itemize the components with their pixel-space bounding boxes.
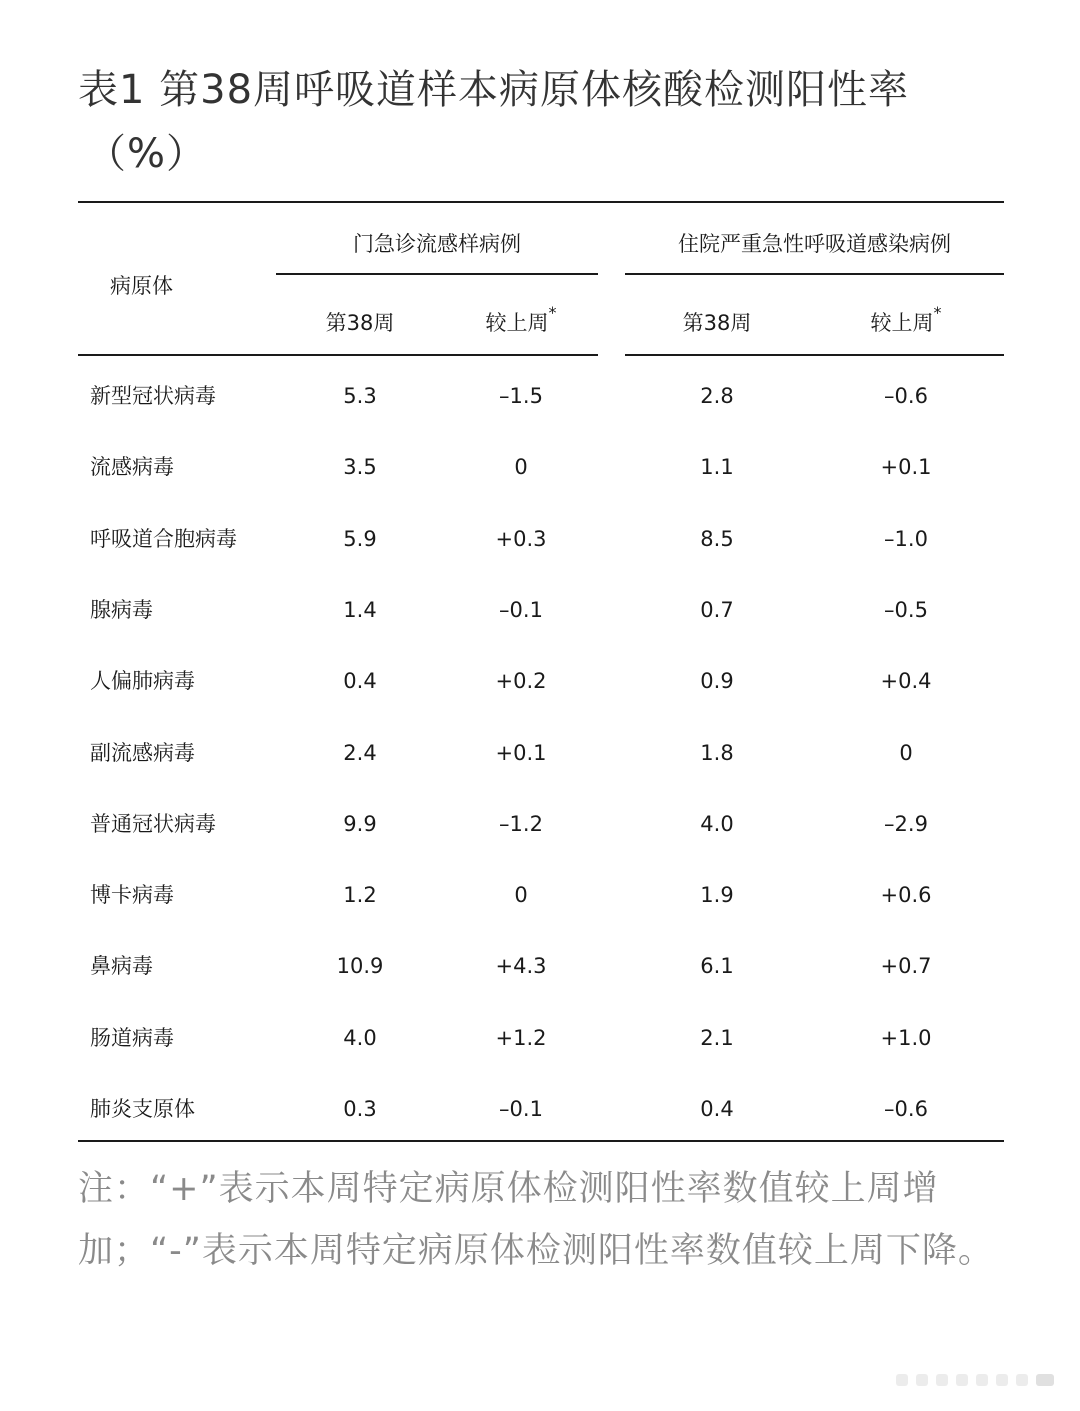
header-bottom-rule-left (78, 354, 598, 356)
cell-sari-change: +1.0 (880, 1025, 932, 1050)
table-row (0, 504, 1080, 575)
cell-sari-week: 1.9 (700, 883, 734, 908)
table-row (0, 860, 1080, 931)
cell-sari-week: 0.9 (700, 669, 734, 694)
cell-name: 肺炎支原体 (90, 1097, 195, 1121)
cell-sari-change: –0.6 (884, 384, 928, 408)
header-sari-change-mark: * (933, 303, 942, 322)
cell-sari-change: –2.9 (884, 811, 928, 836)
header-ili-change (441, 303, 601, 337)
cell-sari-change: +0.4 (880, 669, 932, 694)
cell-sari-week: 2.8 (700, 384, 734, 408)
cell-sari-week: 6.1 (700, 954, 734, 979)
header-sari-week-label: 第38周 (682, 311, 752, 335)
cell-ili-change: –1.5 (499, 384, 543, 408)
cell-sari-week: 2.1 (700, 1025, 734, 1050)
cell-ili-change: +0.1 (495, 740, 547, 765)
cell-ili-change: +0.3 (495, 526, 547, 551)
cell-name: 肠道病毒 (90, 1025, 174, 1050)
cell-ili-change: –1.2 (499, 811, 543, 836)
cell-sari-week: 0.7 (700, 597, 734, 622)
cell-name: 腺病毒 (90, 597, 153, 622)
cell-ili-week: 0.4 (343, 669, 377, 694)
cell-ili-week: 3.5 (343, 455, 377, 480)
cell-sari-change: 0 (899, 740, 913, 765)
table-row (0, 931, 1080, 1002)
table-row (0, 718, 1080, 789)
cell-ili-week: 1.2 (343, 883, 377, 908)
cell-name: 人偏肺病毒 (90, 669, 195, 694)
table-row (0, 361, 1080, 432)
cell-name: 鼻病毒 (90, 954, 153, 979)
table-row (0, 432, 1080, 503)
title-line-1: 表1 第38周呼吸道样本病原体核酸检测阳性率 (78, 67, 910, 113)
table-row (0, 646, 1080, 717)
header-sari-change-label: 较上周 (870, 311, 934, 335)
cell-ili-week: 1.4 (343, 597, 377, 622)
header-ili-week-label: 第38周 (325, 311, 395, 335)
cell-sari-change: +0.7 (880, 954, 932, 979)
cell-ili-change: 0 (514, 455, 528, 480)
cell-sari-week: 4.0 (700, 811, 734, 836)
cell-ili-change: –0.1 (499, 597, 543, 622)
table-row (0, 789, 1080, 860)
cell-sari-week: 1.8 (700, 740, 734, 765)
title-line-2: （%） (86, 131, 208, 177)
cell-ili-week: 5.3 (343, 384, 377, 408)
table-row (0, 1074, 1080, 1145)
header-ili-change-label: 较上周 (485, 311, 549, 335)
cell-sari-week: 8.5 (700, 526, 734, 551)
cell-sari-week: 0.4 (700, 1097, 734, 1121)
group1-underline (276, 273, 598, 275)
cell-sari-change: –0.6 (884, 1097, 928, 1121)
cell-ili-change: +1.2 (495, 1025, 547, 1050)
cell-name: 呼吸道合胞病毒 (90, 526, 237, 551)
header-ili-change-mark: * (548, 303, 557, 322)
cell-sari-change: +0.1 (880, 455, 932, 480)
header-pathogen: 病原体 (110, 274, 173, 298)
table-row (0, 575, 1080, 646)
cell-name: 博卡病毒 (90, 883, 174, 908)
table-title (78, 58, 1018, 186)
cell-ili-week: 2.4 (343, 740, 377, 765)
group2-underline (625, 273, 1004, 275)
cell-ili-week: 10.9 (336, 954, 384, 979)
cell-ili-change: 0 (514, 883, 528, 908)
page-indicator-dots (896, 1371, 1056, 1389)
cell-ili-week: 0.3 (343, 1097, 377, 1121)
header-group-ili: 门急诊流感样病例 (353, 232, 521, 256)
cell-ili-week: 5.9 (343, 526, 377, 551)
cell-ili-week: 4.0 (343, 1025, 377, 1050)
table-row (0, 1003, 1080, 1074)
header-bottom-rule-right (625, 354, 1004, 356)
cell-name: 新型冠状病毒 (90, 384, 216, 408)
cell-ili-week: 9.9 (343, 811, 377, 836)
cell-sari-change: +0.6 (880, 883, 932, 908)
cell-name: 普通冠状病毒 (90, 811, 216, 836)
cell-name: 副流感病毒 (90, 740, 195, 765)
cell-ili-change: –0.1 (499, 1097, 543, 1121)
header-sari-week (637, 307, 797, 337)
header-ili-week (280, 307, 440, 337)
cell-ili-change: +0.2 (495, 669, 547, 694)
table-top-rule (78, 201, 1004, 203)
header-sari-change (826, 303, 986, 337)
cell-sari-change: –1.0 (884, 526, 928, 551)
header-group-sari: 住院严重急性呼吸道感染病例 (678, 232, 951, 256)
cell-sari-week: 1.1 (700, 455, 734, 480)
cell-sari-change: –0.5 (884, 597, 928, 622)
table-footnote: 注：“+”表示本周特定病原体检测阳性率数值较上周增加；“-”表示本周特定病原体检测阳性率数值较上周下降。 (78, 1169, 994, 1271)
cell-ili-change: +4.3 (495, 954, 547, 979)
cell-name: 流感病毒 (90, 455, 174, 480)
